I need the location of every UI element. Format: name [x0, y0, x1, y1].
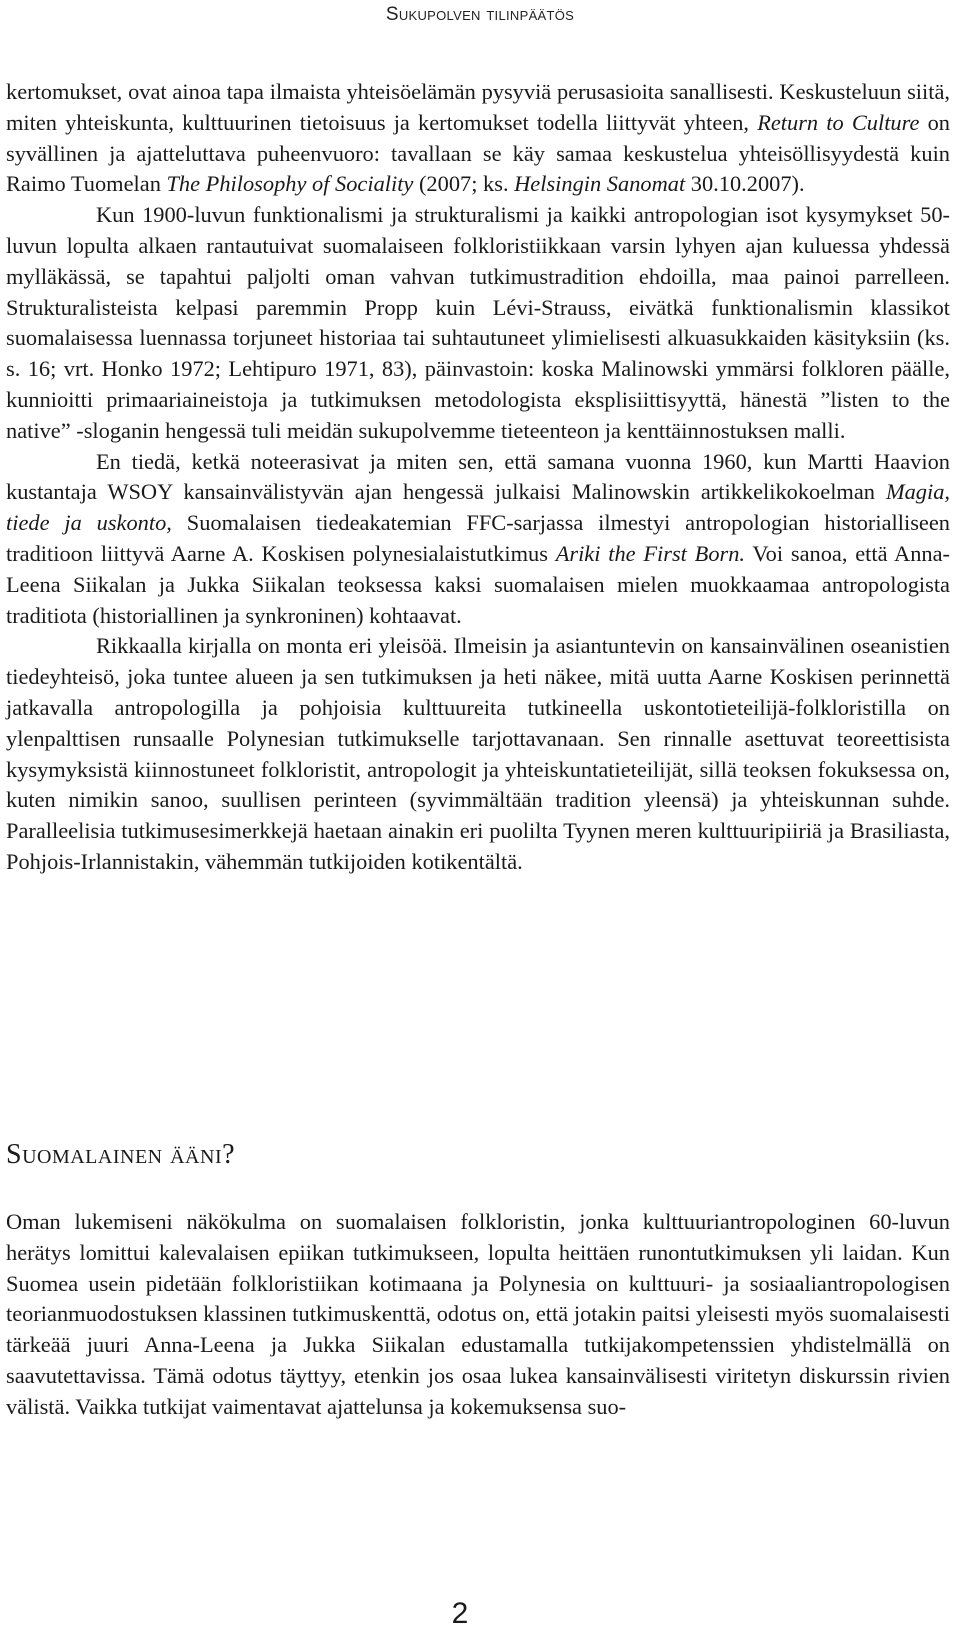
- paragraph-3-text-a: En tiedä, ketkä noteerasivat ja miten sen, että samana vuonna 1960, kun Martti Haavion kustantaja WSOY kansainvälistyvän ajan hengessä julkaisi Malinowskin artikkelikokoelman: [6, 448, 950, 505]
- book-title-ariki: Ariki the First Born.: [555, 540, 746, 566]
- paragraph-3-text-b: Suomalaisen tiedeakatemian FFC-sarjassa ilmestyi antropologian historialliseen traditioon liittyvä Aarne A. Koskisen polynesialaistutkimus: [6, 510, 950, 566]
- book-title-philosophy-of-sociality: The Philosophy of Sociality: [166, 171, 414, 197]
- paragraph-1-text-a: kertomukset, ovat ainoa tapa ilmaista yhteisöelämän pysyviä perusasioita sanallisesti. Keskusteluun siitä, miten yhteiskunta, kulttuurinen tietoisuus ja kertomukset todella liittyvät yhteen,: [6, 79, 950, 135]
- running-header: Sukupolven tilinpäätös: [385, 4, 575, 25]
- page-number: 2: [451, 1597, 469, 1630]
- section-paragraph-1: Oman lukemiseni näkökulma on suomalaisen folkloristin, jonka kulttuuriantropologinen 60-luvun herätys lomittui kalevalaisen epiikan tutkimukseen, lopulta heittäen runontutkimuksen yli laidan. Kun Suomea usein pidetään folkloristiikan kotimaana ja Polynesia on kulttuuri- ja sosiaaliantropologisen teorianmuodostuksen klassinen tutkimuskenttä, odotus on, että jotakin paitsi yleisesti myös suomalaisesti tärkeää juuri Anna-Leena ja Jukka Siikalan edustamalla tutkijakompetenssien yhdistelmällä on saavutettavissa. Tämä odotus täyttyy, etenkin jos osaa lukea kansainvälisesti viritetyn diskurssin rivien välistä. Vaikka tutkijat vaimentavat ajattelunsa ja kokemuksensa suo-: [6, 1209, 950, 1419]
- newspaper-title: Helsingin Sanomat: [514, 171, 686, 197]
- paragraph-2: Kun 1900-luvun funktionalismi ja strukturalismi ja kaikki antropologian isot kysymykset 50-luvun lopulta alkaen rantautuivat suomalaiseen folkloristiikkaan varsin lyhyen ajan kuluessa yhdessä mylläkässä, se tapahtui paljolti oman vahvan tutkimustradition ehdoilla, maa painoi parrelleen. Strukturalisteista kelpasi paremmin Propp kuin Lévi-Strauss, eivätkä funktionalismin klassikot suomalaisessa luennassa torjuneet historiaa tai suhtautuneet ylimielisesti alkuasukkaiden käsityksiin (ks. s. 16; vrt. Honko 1972; Lehtipuro 1971, 83), päinvastoin: koska Malinowski ymmärsi folkloren päälle, kunnioitti primaariaineistoja ja tutkimuksen metodologista eksplisiittisyyttä, hänestä ”listen to the native” -sloganin hengessä tuli meidän sukupolvemme tieteenteon ja kenttäinnostuksen malli.: [6, 202, 950, 443]
- paragraph-3: [6, 447, 950, 632]
- paragraph-4: Rikkaalla kirjalla on monta eri yleisöä. Ilmeisin ja asiantuntevin on kansainvälinen oseanistien tiedeyhteisö, joka tuntee alueen ja sen tutkimuksen ja heti näkee, mitä uutta Aarne Koskisen perinnettä jatkavalla antropologilla ja pohjoisia kulttuureita tutkineella uskontotieteilijä-folkloristilla on ylenpalttisen runsaalle Polynesian tutkimukselle tarjottavanaan. Sen rinnalle asettuvat teoreettisista kysymyksistä kiinnostuneet folkloristit, antropologit ja yhteiskuntatieteilijät, sillä teoksen fokuksessa on, kuten nimikin sanoo, suullisen perinteen (syvimmältään tradition yleensä) ja yhteiskunnan suhde. Paralleelisia tutkimusesimerkkejä haetaan ainakin eri puolilta Tyynen meren kulttuuripiiriä ja Brasiliasta, Pohjois-Irlannistakin, vähemmän tutkijoiden kotikentältä.: [6, 633, 950, 874]
- paragraph-1-text-c: (2007; ks.: [413, 171, 515, 197]
- book-title-magia: Magia, tiede ja uskonto,: [6, 479, 950, 536]
- book-title-return-to-culture: Return to Culture: [757, 109, 920, 135]
- section-text: [6, 1207, 950, 1423]
- paragraph-1-text-b: on syvällinen ja ajatteluttava puheenvuoro: tavallaan se käy samaa keskustelua yhteisöllisyydestä kuin Raimo Tuomelan: [6, 109, 950, 197]
- paragraph-1: [6, 77, 950, 200]
- section-heading: Suomalainen ääni?: [6, 1139, 236, 1170]
- paragraph-1-text-d: 30.10.2007).: [685, 171, 805, 197]
- body-text: [6, 77, 950, 878]
- paragraph-3-text-c: Voi sanoa, että Anna-Leena Siikalan ja Jukka Siikalan teoksessa kaksi suomalaisen mielen muokkaamaa antropologista traditiota (historiallinen ja synkroninen) kohtaavat.: [6, 540, 950, 628]
